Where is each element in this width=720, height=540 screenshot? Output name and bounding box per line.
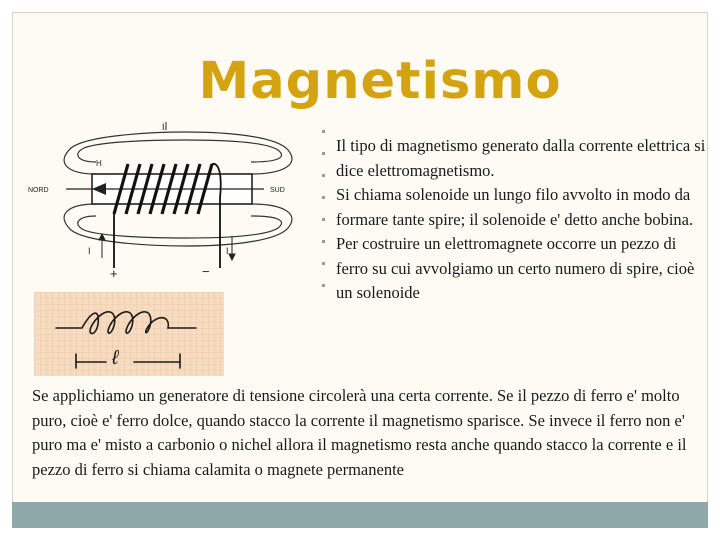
plus-sign: + (110, 266, 118, 281)
minus-sign: − (202, 264, 210, 279)
sud-label: SUD (270, 187, 285, 194)
current-label-top: I (162, 122, 165, 132)
coil-sketch (34, 292, 224, 376)
field-label: H (96, 159, 102, 168)
current-label-left: I (88, 246, 91, 256)
footer-bar (12, 502, 708, 528)
body-paragraph: Se applichiamo un generatore di tensione circolerà una certa corrente. Se il pezzo di ferro e' molto puro, cioè e' ferro dolce, quando stacco la corrente il magnetismo sparisce. Se invece il ferro non e' puro ma e' misto a carbonio o nichel allora il magnetismo resta anche quando stacco la corrente e il pezzo di ferro si chiama calamita o magnete permanente (32, 386, 687, 479)
nord-label: NORD (28, 187, 49, 194)
solenoid-diagram (26, 118, 316, 288)
intro-paragraph-3: Per costruire un elettromagnete occorre un pezzo di ferro su cui avvolgiamo un certo numero di spire, cioè un solenoide (336, 234, 695, 302)
page-title: Magnetismo (198, 52, 562, 111)
current-label-right: I (226, 246, 229, 256)
intro-text (336, 134, 708, 306)
bullet-column (322, 130, 328, 340)
intro-paragraph-2: Si chiama solenoide un lungo filo avvolto in modo da formare tante spire; il solenoide e' detto anche bobina. (336, 185, 694, 229)
length-label: ℓ (112, 347, 119, 369)
intro-paragraph-1: Il tipo di magnetismo generato dalla corrente elettrica si dice elettromagnetismo. (336, 136, 706, 180)
